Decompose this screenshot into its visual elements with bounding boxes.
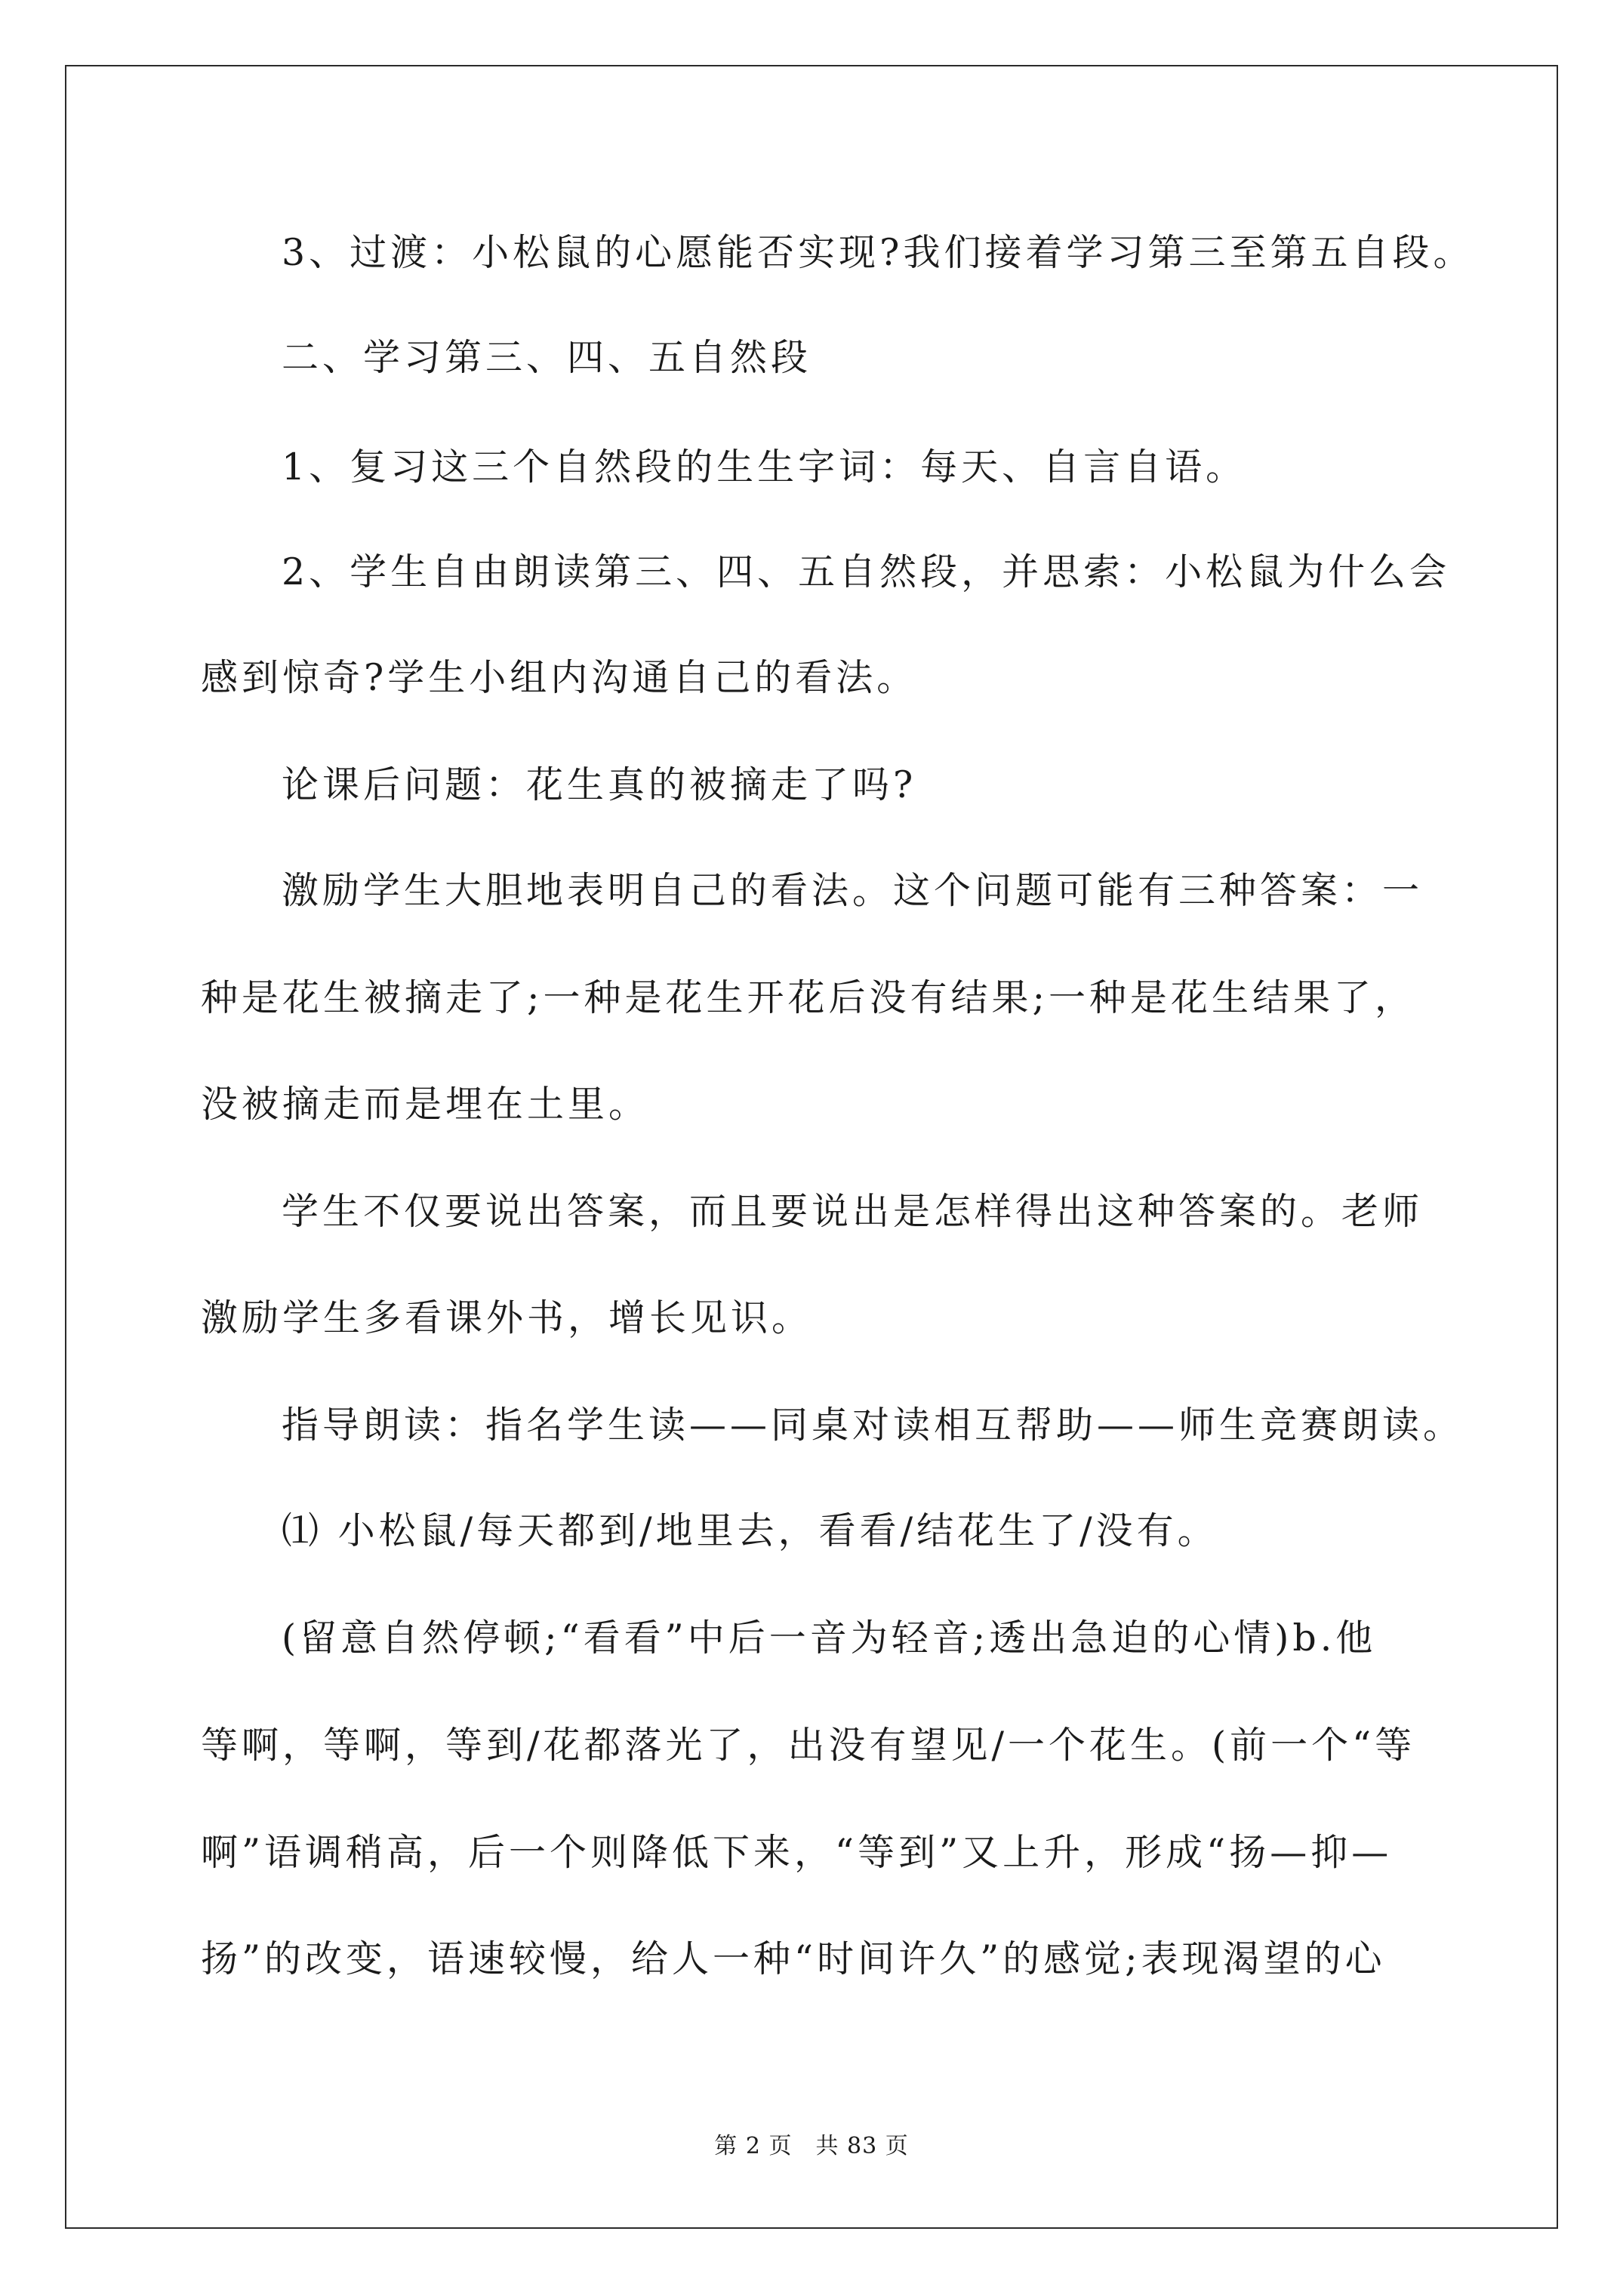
paragraph-line: ⑴ 小松鼠/每天都到/地里去，看看/结花生了/没有。 — [282, 1509, 1218, 1552]
paragraph-line: 指导朗读：指名学生读——同桌对读相互帮助——师生竞赛朗读。 — [282, 1404, 1464, 1447]
paragraph-line: 激励学生多看课外书，增长见识。 — [201, 1296, 813, 1339]
paragraph-line: 等啊，等啊，等到/花都落光了，出没有望见/一个花生。(前一个“等 — [201, 1724, 1416, 1767]
paragraph-line: 1、复习这三个自然段的生生字词：每天、自言自语。 — [282, 445, 1247, 488]
paragraph-line: 学生不仅要说出答案，而且要说出是怎样得出这种答案的。老师 — [282, 1190, 1424, 1233]
paragraph-line: (留意自然停顿;“看看”中后一音为轻音;透出急迫的心情)b.他 — [282, 1616, 1377, 1660]
paragraph-line: 啊”语调稍高，后一个则降低下来，“等到”又上升，形成“扬—抑— — [201, 1831, 1393, 1874]
paragraph-line: 3、过渡：小松鼠的心愿能否实现?我们接着学习第三至第五自段。 — [282, 231, 1474, 274]
page-border — [65, 65, 1558, 2229]
paragraph-line: 扬”的改变，语速较慢，给人一种“时间许久”的感觉;表现渴望的心 — [201, 1937, 1386, 1980]
paragraph-line: 激励学生大胆地表明自己的看法。这个问题可能有三种答案：一 — [282, 869, 1424, 912]
paragraph-line: 没被摘走而是埋在土里。 — [201, 1083, 650, 1126]
paragraph-line: 种是花生被摘走了;一种是花生开花后没有结果;一种是花生结果了， — [201, 976, 1416, 1019]
page-number: 第 2 页 共 83 页 — [714, 2133, 909, 2159]
section-heading: 二、学习第三、四、五自然段 — [282, 336, 812, 379]
paragraph-line: 感到惊奇?学生小组内沟通自己的看法。 — [201, 656, 918, 699]
paragraph-line: 2、学生自由朗读第三、四、五自然段，并思索：小松鼠为什么会 — [282, 550, 1451, 593]
paragraph-line: 论课后问题：花生真的被摘走了吗? — [282, 763, 917, 806]
